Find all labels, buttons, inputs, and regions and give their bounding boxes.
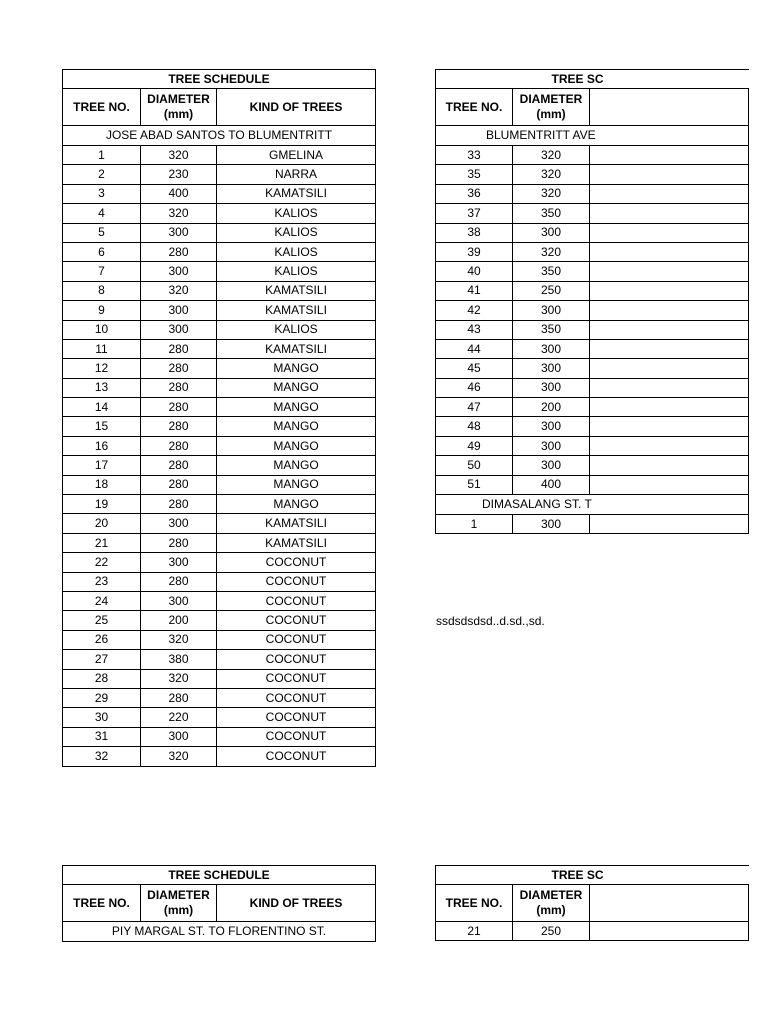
- cell-kind: [590, 281, 749, 300]
- cell-kind: KAMATSILI: [217, 301, 376, 320]
- cell-kind: KAMATSILI: [217, 184, 376, 203]
- table-row: [63, 475, 376, 494]
- cell-diameter: 280: [141, 436, 217, 455]
- table-row: [436, 515, 749, 534]
- cell-diameter: 320: [141, 747, 217, 766]
- cell-kind: [590, 165, 749, 184]
- table-row: [63, 436, 376, 455]
- cell-tree-no: 38: [436, 223, 513, 242]
- table-row: [63, 727, 376, 746]
- header-diameter: [141, 885, 217, 922]
- cell-diameter: 300: [513, 223, 590, 242]
- cell-tree-no: 37: [436, 204, 513, 223]
- cell-tree-no: 5: [63, 223, 141, 242]
- cell-kind: COCONUT: [217, 708, 376, 727]
- table-row: [63, 320, 376, 339]
- table-row: [63, 688, 376, 707]
- cell-tree-no: 25: [63, 611, 141, 630]
- section-label: BLUMENTRITT AVE: [436, 126, 749, 146]
- cell-kind: [590, 242, 749, 261]
- cell-diameter: 280: [141, 688, 217, 707]
- table-row: [63, 514, 376, 533]
- table-row: [63, 398, 376, 417]
- header-kind-of-trees: KIND OF TREES: [217, 89, 376, 126]
- cell-diameter: 320: [141, 204, 217, 223]
- cell-tree-no: 45: [436, 359, 513, 378]
- cell-kind: KAMATSILI: [217, 514, 376, 533]
- table-row: [63, 262, 376, 281]
- cell-diameter: 250: [513, 281, 590, 300]
- cell-diameter: 280: [141, 475, 217, 494]
- header-diameter: [141, 89, 217, 126]
- cell-kind: [590, 922, 749, 941]
- stray-text: ssdsdsdsd..d.sd.,sd.: [436, 614, 545, 628]
- table-row: [63, 184, 376, 203]
- cell-diameter: 300: [513, 301, 590, 320]
- cell-tree-no: 26: [63, 630, 141, 649]
- table-row: [436, 242, 749, 261]
- cell-tree-no: 1: [63, 146, 141, 165]
- cell-diameter: 350: [513, 262, 590, 281]
- cell-tree-no: 15: [63, 417, 141, 436]
- table-row: [436, 436, 749, 455]
- cell-tree-no: 3: [63, 184, 141, 203]
- cell-tree-no: 35: [436, 165, 513, 184]
- cell-kind: KAMATSILI: [217, 281, 376, 300]
- cell-kind: COCONUT: [217, 669, 376, 688]
- cell-diameter: 320: [141, 669, 217, 688]
- table-title: TREE SC: [436, 70, 749, 89]
- table-row: [436, 456, 749, 475]
- cell-kind: KAMATSILI: [217, 533, 376, 552]
- table-row: [436, 359, 749, 378]
- cell-diameter: 300: [141, 514, 217, 533]
- header-diameter: [513, 89, 590, 126]
- table-row: [63, 146, 376, 165]
- header-tree-no: TREE NO.: [63, 89, 141, 126]
- table-row: [63, 591, 376, 610]
- table-row: [63, 456, 376, 475]
- cell-kind: [590, 417, 749, 436]
- cell-kind: COCONUT: [217, 727, 376, 746]
- cell-diameter: 320: [513, 165, 590, 184]
- table-row: [436, 320, 749, 339]
- cell-tree-no: 9: [63, 301, 141, 320]
- cell-tree-no: 10: [63, 320, 141, 339]
- cell-tree-no: 18: [63, 475, 141, 494]
- section-row: [436, 495, 749, 515]
- cell-kind: [590, 475, 749, 494]
- cell-diameter: 300: [513, 359, 590, 378]
- table-row: [63, 708, 376, 727]
- table-row: [63, 533, 376, 552]
- cell-tree-no: 8: [63, 281, 141, 300]
- tree-schedule-table-bottom-left: [62, 865, 376, 942]
- cell-kind: COCONUT: [217, 591, 376, 610]
- cell-kind: [590, 456, 749, 475]
- header-diameter-text: DIAMETER (mm): [519, 888, 583, 917]
- cell-tree-no: 13: [63, 378, 141, 397]
- cell-tree-no: 28: [63, 669, 141, 688]
- cell-tree-no: 47: [436, 398, 513, 417]
- table-row: [63, 553, 376, 572]
- table-row: [436, 339, 749, 358]
- cell-kind: NARRA: [217, 165, 376, 184]
- tree-schedule-table-top-left: [62, 69, 376, 767]
- cell-kind: KALIOS: [217, 320, 376, 339]
- top-right-table-clip: [435, 69, 604, 539]
- cell-kind: KALIOS: [217, 223, 376, 242]
- table-row: [63, 669, 376, 688]
- header-tree-no: TREE NO.: [436, 89, 513, 126]
- table-row: [436, 398, 749, 417]
- table-row: [436, 301, 749, 320]
- cell-tree-no: 21: [436, 922, 513, 941]
- cell-diameter: 320: [513, 146, 590, 165]
- cell-diameter: 250: [513, 922, 590, 941]
- table-row: [63, 572, 376, 591]
- cell-kind: COCONUT: [217, 572, 376, 591]
- table-row: [436, 184, 749, 203]
- cell-diameter: 280: [141, 359, 217, 378]
- table-row: [63, 611, 376, 630]
- cell-diameter: 320: [141, 281, 217, 300]
- cell-diameter: 280: [141, 378, 217, 397]
- cell-kind: MANGO: [217, 495, 376, 514]
- cell-diameter: 300: [513, 456, 590, 475]
- cell-kind: MANGO: [217, 378, 376, 397]
- cell-diameter: 320: [513, 242, 590, 261]
- table-row: [436, 378, 749, 397]
- cell-diameter: 400: [513, 475, 590, 494]
- cell-tree-no: 17: [63, 456, 141, 475]
- cell-tree-no: 7: [63, 262, 141, 281]
- cell-tree-no: 40: [436, 262, 513, 281]
- cell-tree-no: 41: [436, 281, 513, 300]
- table-row: [63, 223, 376, 242]
- header-diameter-text: DIAMETER (mm): [519, 92, 583, 121]
- cell-diameter: 300: [513, 339, 590, 358]
- cell-tree-no: 42: [436, 301, 513, 320]
- cell-tree-no: 43: [436, 320, 513, 339]
- tree-schedule-table-top-right: [435, 69, 749, 534]
- cell-tree-no: 33: [436, 146, 513, 165]
- cell-tree-no: 19: [63, 495, 141, 514]
- cell-kind: [590, 378, 749, 397]
- cell-tree-no: 14: [63, 398, 141, 417]
- cell-tree-no: 20: [63, 514, 141, 533]
- cell-tree-no: 46: [436, 378, 513, 397]
- cell-tree-no: 50: [436, 456, 513, 475]
- cell-kind: [590, 204, 749, 223]
- cell-tree-no: 39: [436, 242, 513, 261]
- header-kind-of-trees: KIND OF TREES: [217, 885, 376, 922]
- header-tree-no: TREE NO.: [436, 885, 513, 922]
- table-row: [63, 165, 376, 184]
- cell-kind: KALIOS: [217, 262, 376, 281]
- cell-kind: MANGO: [217, 359, 376, 378]
- cell-kind: [590, 320, 749, 339]
- table-row: [63, 281, 376, 300]
- cell-tree-no: 32: [63, 747, 141, 766]
- cell-kind: COCONUT: [217, 747, 376, 766]
- section-label: DIMASALANG ST. T: [436, 495, 749, 515]
- section-label: JOSE ABAD SANTOS TO BLUMENTRITT: [63, 126, 376, 146]
- cell-diameter: 350: [513, 204, 590, 223]
- header-tree-no: TREE NO.: [63, 885, 141, 922]
- table-row: [436, 165, 749, 184]
- cell-diameter: 400: [141, 184, 217, 203]
- table-row: [436, 281, 749, 300]
- table-row: [63, 242, 376, 261]
- cell-diameter: 200: [513, 398, 590, 417]
- cell-kind: COCONUT: [217, 611, 376, 630]
- cell-diameter: 220: [141, 708, 217, 727]
- table-title: TREE SCHEDULE: [63, 866, 376, 885]
- cell-tree-no: 49: [436, 436, 513, 455]
- cell-kind: MANGO: [217, 456, 376, 475]
- cell-tree-no: 44: [436, 339, 513, 358]
- table-row: [63, 301, 376, 320]
- table-row: [436, 223, 749, 242]
- cell-tree-no: 12: [63, 359, 141, 378]
- cell-tree-no: 31: [63, 727, 141, 746]
- table-row: [63, 378, 376, 397]
- table-row: [436, 262, 749, 281]
- cell-diameter: 350: [513, 320, 590, 339]
- table-row: [63, 650, 376, 669]
- header-diameter-text: DIAMETER (mm): [147, 92, 210, 121]
- cell-tree-no: 23: [63, 572, 141, 591]
- table-row: [436, 204, 749, 223]
- table-title: TREE SCHEDULE: [63, 70, 376, 89]
- cell-diameter: 280: [141, 495, 217, 514]
- cell-diameter: 300: [513, 417, 590, 436]
- cell-tree-no: 21: [63, 533, 141, 552]
- cell-tree-no: 29: [63, 688, 141, 707]
- table-row: [63, 747, 376, 766]
- table-row: [63, 630, 376, 649]
- cell-kind: KALIOS: [217, 242, 376, 261]
- cell-kind: MANGO: [217, 475, 376, 494]
- cell-tree-no: 4: [63, 204, 141, 223]
- cell-diameter: 320: [513, 184, 590, 203]
- cell-kind: COCONUT: [217, 688, 376, 707]
- cell-tree-no: 27: [63, 650, 141, 669]
- cell-diameter: 280: [141, 339, 217, 358]
- cell-kind: [590, 515, 749, 534]
- cell-tree-no: 11: [63, 339, 141, 358]
- cell-diameter: 300: [141, 262, 217, 281]
- cell-diameter: 300: [141, 320, 217, 339]
- cell-diameter: 300: [141, 553, 217, 572]
- cell-diameter: 280: [141, 533, 217, 552]
- cell-tree-no: 2: [63, 165, 141, 184]
- cell-diameter: 280: [141, 242, 217, 261]
- cell-diameter: 300: [141, 727, 217, 746]
- header-diameter-text: DIAMETER (mm): [147, 888, 210, 917]
- cell-tree-no: 36: [436, 184, 513, 203]
- cell-diameter: 230: [141, 165, 217, 184]
- cell-diameter: 300: [141, 301, 217, 320]
- cell-kind: GMELINA: [217, 146, 376, 165]
- cell-diameter: 280: [141, 398, 217, 417]
- cell-kind: [590, 359, 749, 378]
- cell-kind: COCONUT: [217, 630, 376, 649]
- table-row: [436, 922, 749, 941]
- cell-tree-no: 30: [63, 708, 141, 727]
- cell-kind: COCONUT: [217, 553, 376, 572]
- table-row: [63, 417, 376, 436]
- cell-diameter: 320: [141, 146, 217, 165]
- cell-tree-no: 24: [63, 591, 141, 610]
- bottom-right-table-clip: [435, 865, 604, 945]
- cell-kind: [590, 184, 749, 203]
- cell-tree-no: 1: [436, 515, 513, 534]
- cell-diameter: 320: [141, 630, 217, 649]
- cell-kind: MANGO: [217, 436, 376, 455]
- cell-diameter: 200: [141, 611, 217, 630]
- cell-diameter: 280: [141, 572, 217, 591]
- header-diameter: [513, 885, 590, 922]
- header-blank: [590, 885, 749, 922]
- cell-diameter: 300: [141, 223, 217, 242]
- cell-kind: COCONUT: [217, 650, 376, 669]
- cell-diameter: 300: [513, 436, 590, 455]
- tree-schedule-table-bottom-right: [435, 865, 749, 941]
- header-blank: [590, 89, 749, 126]
- cell-tree-no: 51: [436, 475, 513, 494]
- section-label: PIY MARGAL ST. TO FLORENTINO ST.: [63, 922, 376, 942]
- cell-diameter: 380: [141, 650, 217, 669]
- cell-kind: [590, 262, 749, 281]
- table-row: [63, 204, 376, 223]
- table-row: [63, 359, 376, 378]
- cell-kind: [590, 339, 749, 358]
- table-row: [63, 495, 376, 514]
- cell-kind: KAMATSILI: [217, 339, 376, 358]
- table-row: [63, 339, 376, 358]
- table-row: [436, 146, 749, 165]
- table-row: [436, 475, 749, 494]
- cell-tree-no: 16: [63, 436, 141, 455]
- cell-kind: [590, 398, 749, 417]
- cell-kind: [590, 223, 749, 242]
- cell-tree-no: 6: [63, 242, 141, 261]
- cell-tree-no: 22: [63, 553, 141, 572]
- cell-kind: KALIOS: [217, 204, 376, 223]
- cell-kind: MANGO: [217, 417, 376, 436]
- table-title: TREE SC: [436, 866, 749, 885]
- cell-kind: [590, 436, 749, 455]
- cell-diameter: 300: [513, 515, 590, 534]
- cell-diameter: 280: [141, 417, 217, 436]
- cell-diameter: 300: [141, 591, 217, 610]
- cell-kind: MANGO: [217, 398, 376, 417]
- cell-kind: [590, 146, 749, 165]
- cell-diameter: 300: [513, 378, 590, 397]
- cell-kind: [590, 301, 749, 320]
- cell-diameter: 280: [141, 456, 217, 475]
- cell-tree-no: 48: [436, 417, 513, 436]
- table-row: [436, 417, 749, 436]
